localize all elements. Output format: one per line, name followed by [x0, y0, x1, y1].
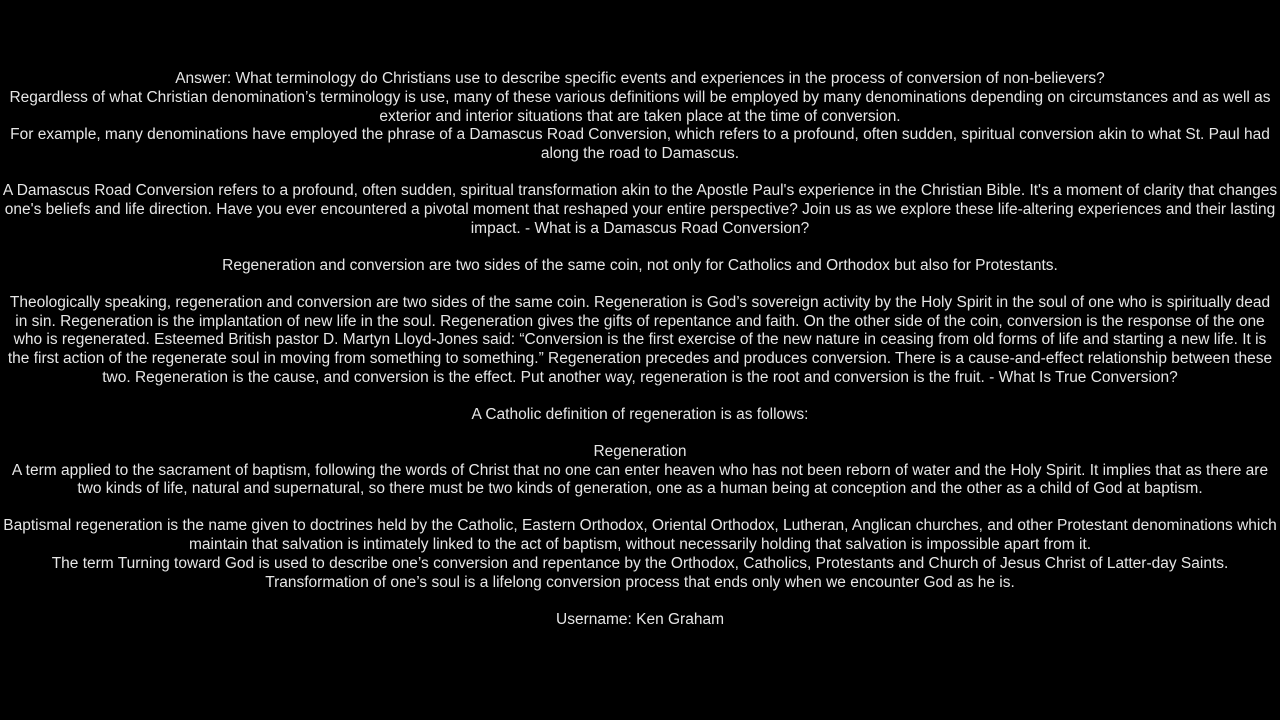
question-line: Answer: What terminology do Christians use to describe specific events and experiences in the process of conversion of non-believers?	[175, 70, 1105, 87]
intro-paragraph	[2, 70, 1278, 164]
theology-paragraph: Theologically speaking, regeneration and conversion are two sides of the same coin. Regeneration is God’s sovereign activity by the Holy Spirit in the soul of one who is spiritually dead in sin. Regeneration is the implantation of new life in the soul. Regeneration gives the gifts of repentance and faith. On the other side of the coin, conversion is the response of the one who is regenerated. Esteemed British pastor D. Martyn Lloyd-Jones said: “Conversion is the first exercise of the new nature in ceasing from old forms of life and starting a new life. It is the first action of the regenerate soul in moving from something to something.” Regeneration precedes and produces conversion. There is a cause-and-effect relationship between these two. Regeneration is the cause, and conversion is the effect. Put another way, regeneration is the root and conversion is the fruit. - What Is True Conversion?	[7, 293, 1273, 386]
closing-paragraph	[2, 517, 1278, 592]
username-line: Username: Ken Graham	[556, 610, 724, 628]
definition-term: Regeneration	[593, 442, 687, 460]
two-sides-paragraph: Regeneration and conversion are two sides of the same coin, not only for Catholics and Orthodox but also for Protestants.	[222, 256, 1058, 274]
damascus-example-line: For example, many denominations have employed the phrase of a Damascus Road Conversion, which refers to a profound, often sudden, spiritual conversion akin to what St. Paul had along the road to Damascus.	[10, 126, 1270, 163]
turning-line: The term Turning toward God is used to describe one’s conversion and repentance by the Orthodox, Catholics, Protestants and Church of Jesus Christ of Latter-day Saints.	[51, 555, 1229, 573]
definition-text: A term applied to the sacrament of baptism, following the words of Christ that no one can enter heaven who has not been reborn of water and the Holy Spirit. It implies that as there are two kinds of life, natural and supernatural, so there must be two kinds of generation, one as a human being at conception and the other as a child of God at baptism.	[11, 461, 1269, 498]
denominations-line: Regardless of what Christian denomination’s terminology is use, many of these various definitions will be employed by many denominations depending on circumstances and as well as exterior and interior situations that are taken place at the time of conversion.	[9, 88, 1271, 125]
catholic-intro-paragraph: A Catholic definition of regeneration is as follows:	[471, 405, 809, 423]
transformation-line: Transformation of one’s soul is a lifelong conversion process that ends only when we encounter God as he is.	[265, 573, 1015, 591]
baptismal-line: Baptismal regeneration is the name given to doctrines held by the Catholic, Eastern Orthodox, Oriental Orthodox, Lutheran, Anglican churches, and other Protestant denominations which maintain that salvation is intimately linked to the act of baptism, without necessarily holding that salvation is impossible apart from it.	[3, 517, 1277, 554]
damascus-quote-paragraph: A Damascus Road Conversion refers to a profound, often sudden, spiritual transformation akin to the Apostle Paul's experience in the Christian Bible. It's a moment of clarity that changes one's beliefs and life direction. Have you ever encountered a pivotal moment that reshaped your entire perspective? Join us as we explore these life-altering experiences and their lasting impact. - What is a Damascus Road Conversion?	[2, 182, 1278, 237]
definition-paragraph	[2, 443, 1278, 499]
answer-document	[2, 70, 1278, 648]
